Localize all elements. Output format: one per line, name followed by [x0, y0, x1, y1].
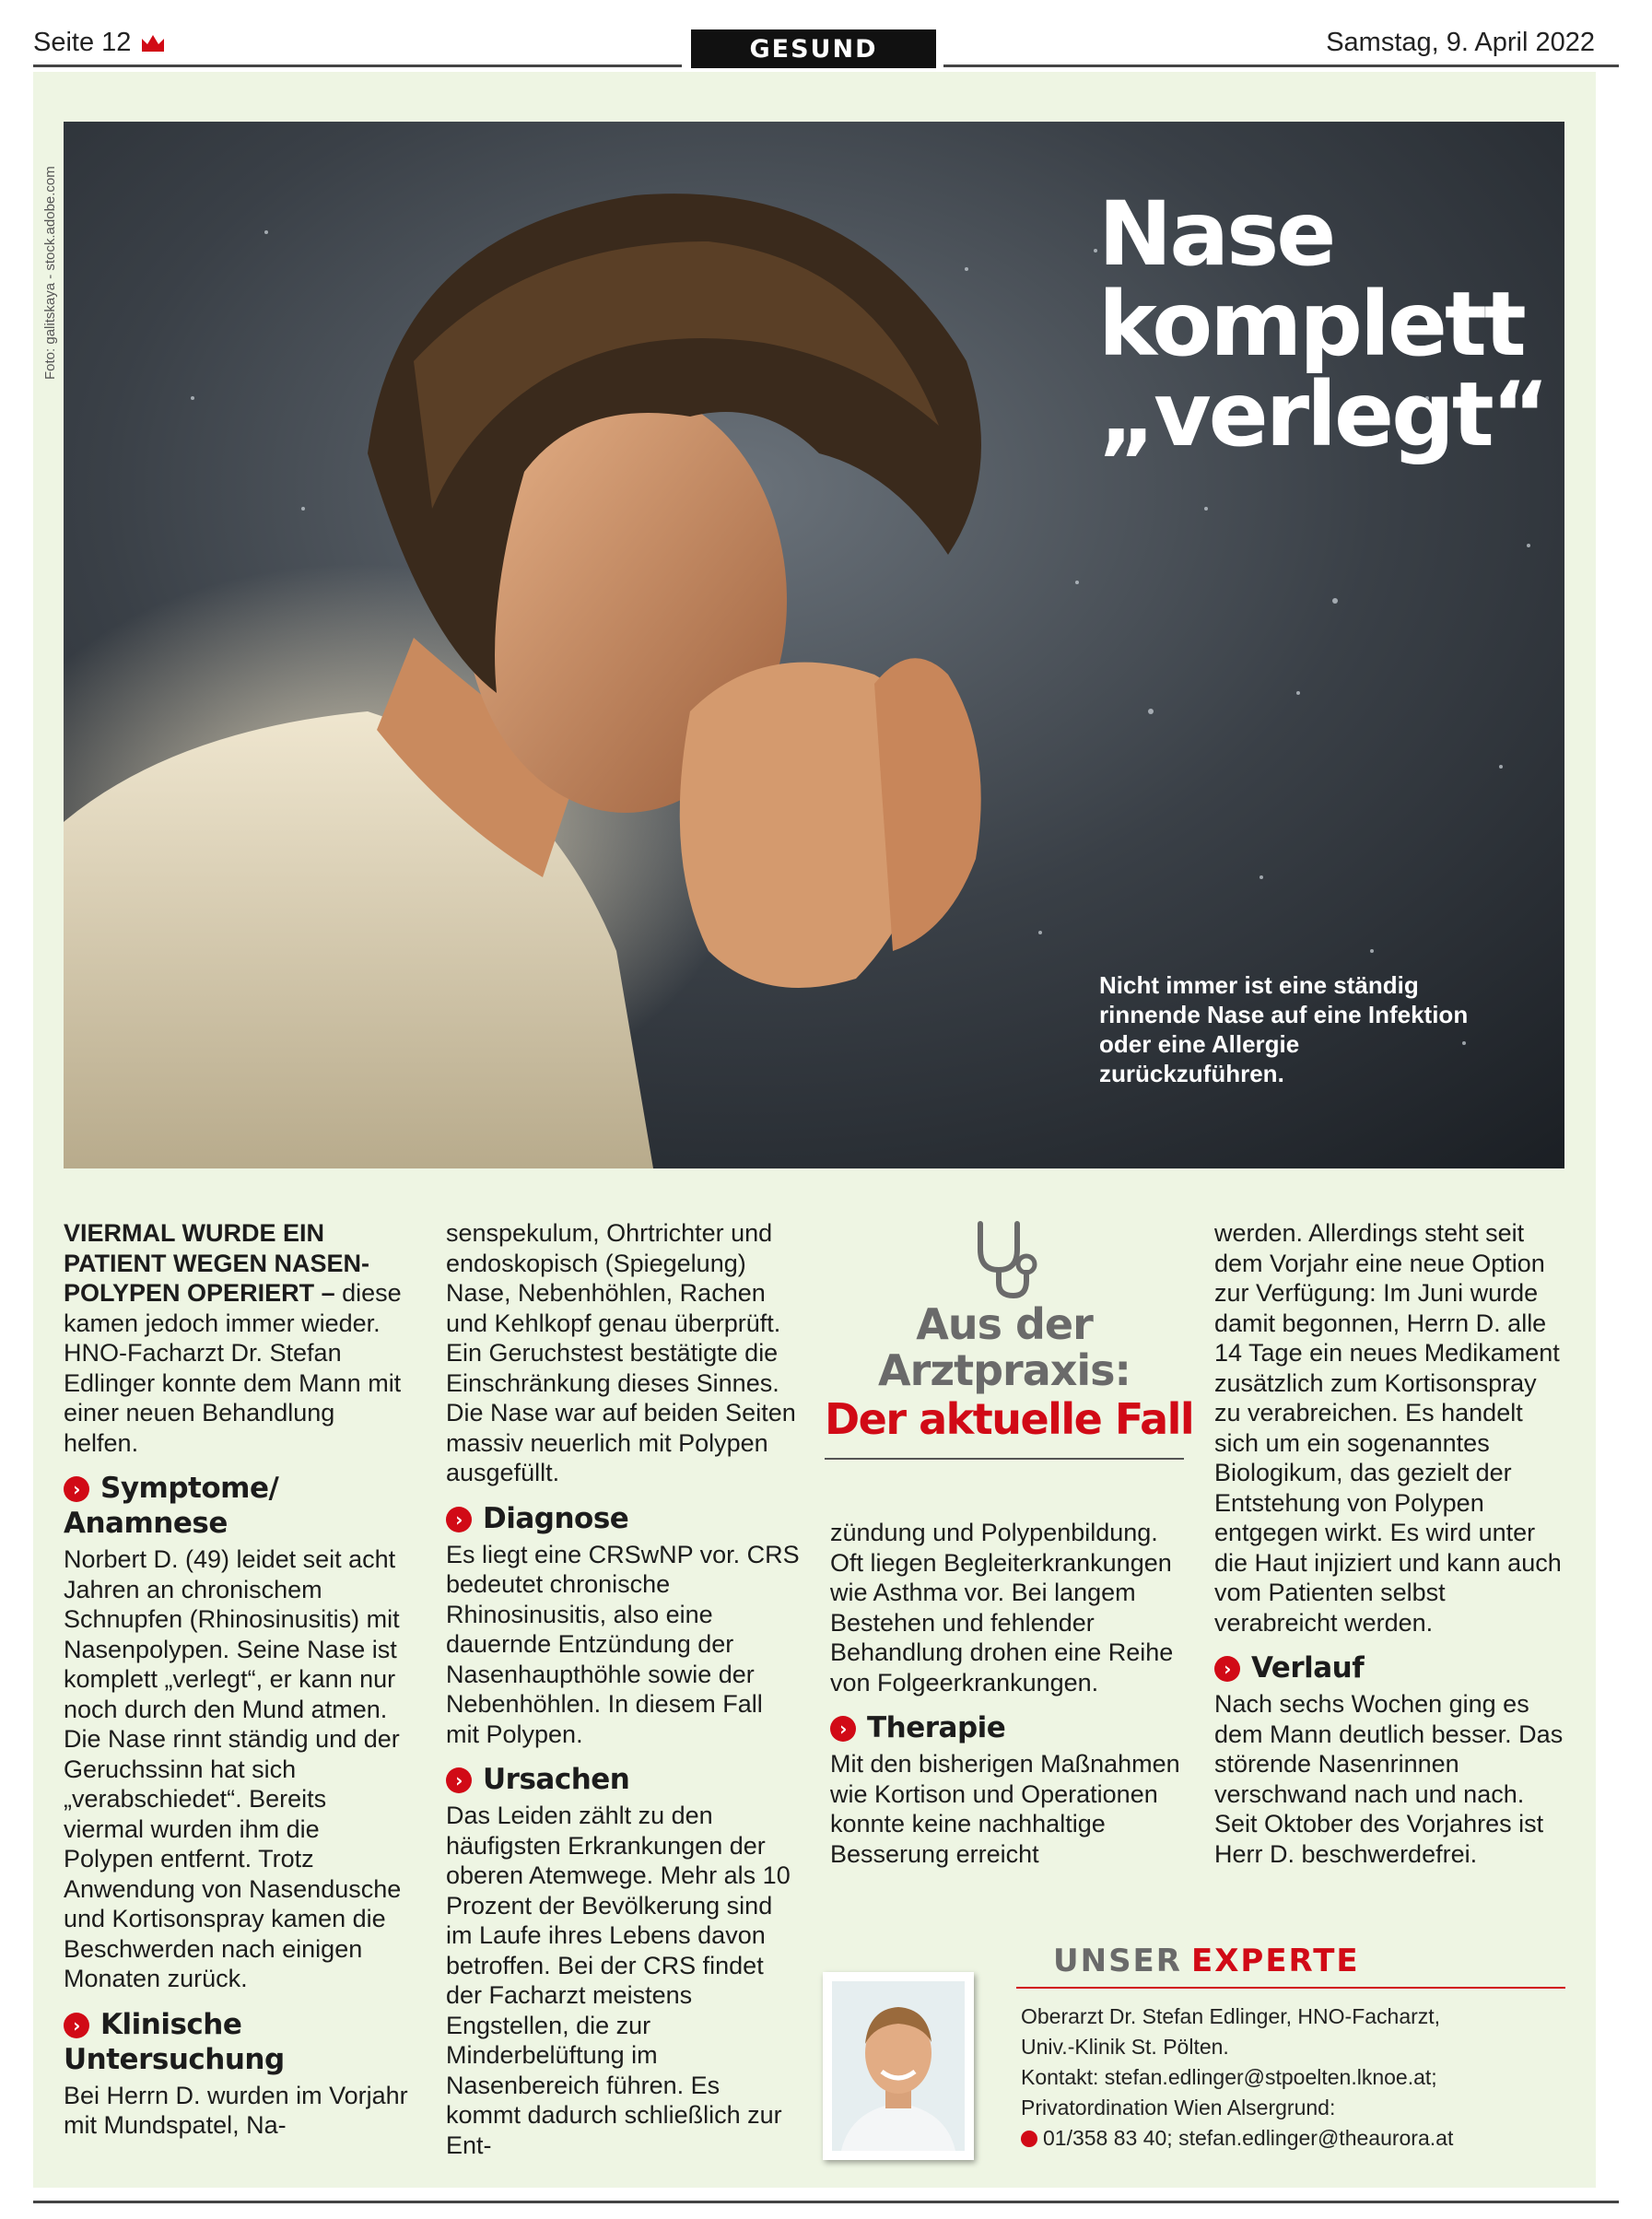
article-intro: diese kamen jedoch immer wieder. HNO-Facharzt Dr. Stefan Edlinger konnte dem Mann mit einer neuen Behandlung helfen.	[64, 1279, 402, 1457]
column-4	[1214, 1218, 1566, 1869]
expert-phone-line	[1021, 2123, 1453, 2154]
text-biologikum: werden. Allerdings steht seit dem Vorjahr eine neue Option zur Verfügung: Im Juni wurde damit begonnen, Herrn D. alle 14 Tage ein neues Medikament zusätzlich zum Kortisonspray zu verabreichen. Es handelt sich um ein sogenanntes Biologikum, das gezielt der Entstehung von Polypen entgegen wirkt. Es wird unter die Haut injiziert und kann auch vom Patienten selbst verabreicht werden.	[1214, 1219, 1562, 1637]
expert-portrait	[823, 1972, 974, 2160]
rubric-box	[825, 1218, 1194, 1460]
subhead-verlauf	[1214, 1650, 1566, 1685]
expert-contact-email: Kontakt: stefan.edlinger@stpoelten.lknoe.at;	[1021, 2065, 1437, 2089]
phone-icon	[1021, 2131, 1037, 2147]
rubric-kicker: Aus der Arztpraxis:	[878, 1299, 1131, 1395]
text-diagnose: Es liegt eine CRSwNP vor. CRS bedeutet chronische Rhinosinusitis, also eine dauernde Entzündung der Nasenhaupthöhle sowie der Nebenhöhlen. In diesem Fall mit Polypen.	[446, 1540, 800, 1748]
text-ursachen: Das Leiden zählt zu den häufigsten Erkrankungen der oberen Atemwege. Mehr als 10 Prozent der Bevölkerung sind im Laufe ihres Lebens davon betroffen. Bei der CRS findet der Facharzt meistens Engstellen, die zur Minderbelüftung im Nasenbereich führen. Es kommt dadurch schließlich zur Ent-	[446, 1802, 791, 2159]
page-header	[0, 0, 1652, 74]
photo-caption: Nicht immer ist eine ständig rinnende Nase auf eine Infektion oder eine Allergie zurückzuführen.	[1099, 971, 1469, 1087]
crown-icon	[140, 33, 166, 53]
headline-line-3: „verlegt“	[1098, 363, 1547, 466]
header-rule-left	[33, 65, 682, 67]
column-3	[830, 1518, 1180, 1869]
rubric-rule	[825, 1458, 1184, 1460]
section-tag: GESUND	[691, 29, 936, 68]
expert-portrait-image	[832, 1981, 965, 2151]
headline-line-1: Nase	[1098, 182, 1334, 286]
hero-photo	[64, 122, 1564, 1168]
column-2	[446, 1218, 801, 2160]
text-verlauf: Nach sechs Wochen ging es dem Mann deutlich besser. Das störende Nasenrinnen verschwand nach und nach. Seit Oktober des Vorjahres ist Herr D. beschwerdefrei.	[1214, 1690, 1564, 1868]
subhead-therapie	[830, 1710, 1180, 1745]
subhead-symptome	[64, 1471, 412, 1541]
arrow-icon: ›	[830, 1716, 856, 1742]
expert-title-gray: UNSER	[1053, 1943, 1182, 1979]
subhead-klinisch-label: Klinische Untersuchung	[64, 2007, 285, 2076]
expert-info	[1021, 2002, 1453, 2154]
header-rule-right	[943, 65, 1619, 67]
arrow-icon: ›	[446, 1767, 472, 1793]
subhead-diagnose	[446, 1501, 801, 1536]
arrow-icon: ›	[446, 1507, 472, 1532]
arrow-icon: ›	[1214, 1656, 1240, 1682]
photo-credit-text: Foto: galitskaya - stock.adobe.com	[42, 166, 58, 380]
page-number-label: Seite 12	[33, 28, 132, 57]
arrow-icon: ›	[64, 1476, 89, 1502]
headline	[1098, 182, 1547, 466]
expert-title	[1053, 1943, 1360, 1979]
expert-rule	[1016, 1987, 1565, 1989]
footer-rule	[33, 2201, 1619, 2203]
article-lead: VIERMAL WURDE EIN PATIENT WEGEN NASEN-POLYPEN OPERIERT –	[64, 1219, 370, 1307]
expert-practice: Privatordination Wien Alsergrund:	[1021, 2096, 1336, 2119]
text-untersuchung: senspekulum, Ohrtrichter und endoskopisch (Spiegelung) Nase, Nebenhöhlen, Rachen und Kehlkopf genau überprüft. Ein Geruchstest bestätigte die Einschränkung dieses Sinnes. Die Nase war auf beiden Seiten massiv neuerlich mit Polypen ausgefüllt.	[446, 1219, 796, 1486]
text-symptome: Norbert D. (49) leidet seit acht Jahren an chronischem Schnupfen (Rhinosinusitis) mit Nasenpolypen. Seine Nase ist komplett „verlegt“, er kann nur noch durch den Mund atmen. Die Nase rinnt ständig und der Geruchssinn hat sich „verabschiedet“. Bereits viermal wurden ihm die Polypen entfernt. Trotz Anwendung von Nasendusche und Kortisonspray kamen die Beschwerden nach einigen Monaten zurück.	[64, 1545, 402, 1992]
expert-clinic: Univ.-Klinik St. Pölten.	[1021, 2035, 1229, 2059]
subhead-ursachen-label: Ursachen	[483, 1763, 630, 1796]
subhead-therapie-label: Therapie	[867, 1711, 1006, 1744]
expert-phone: 01/358 83 40; stefan.edlinger@theaurora.at	[1043, 2126, 1454, 2150]
subhead-verlauf-label: Verlauf	[1251, 1651, 1365, 1685]
text-klinisch: Bei Herrn D. wurden im Vorjahr mit Mundspatel, Na-	[64, 2081, 408, 2139]
arrow-icon: ›	[64, 2013, 89, 2038]
expert-title-red: EXPERTE	[1190, 1943, 1360, 1979]
subhead-symptome-label: Symptome/ Anamnese	[64, 1472, 279, 1540]
rubric-title: Der aktuelle Fall	[825, 1394, 1194, 1444]
subhead-klinisch	[64, 2007, 412, 2077]
photo-credit	[42, 122, 64, 380]
text-folgeerkrankungen: zündung und Polypenbildung. Oft liegen Begleiterkrankungen wie Asthma vor. Bei langem Bestehen und fehlender Behandlung drohen eine Reihe von Folgeerkrankungen.	[830, 1519, 1174, 1697]
expert-name: Oberarzt Dr. Stefan Edlinger, HNO-Facharzt,	[1021, 2004, 1441, 2028]
page-number	[33, 28, 166, 58]
issue-date: Samstag, 9. April 2022	[1326, 28, 1595, 57]
stethoscope-icon	[967, 1218, 1041, 1301]
headline-line-2: komplett	[1098, 273, 1524, 376]
subhead-diagnose-label: Diagnose	[483, 1501, 629, 1535]
column-1	[64, 1218, 412, 2141]
expert-box	[823, 1943, 1565, 2164]
subhead-ursachen	[446, 1762, 801, 1797]
text-therapie: Mit den bisherigen Maßnahmen wie Kortison und Operationen konnte keine nachhaltige Besserung erreicht	[830, 1750, 1180, 1868]
